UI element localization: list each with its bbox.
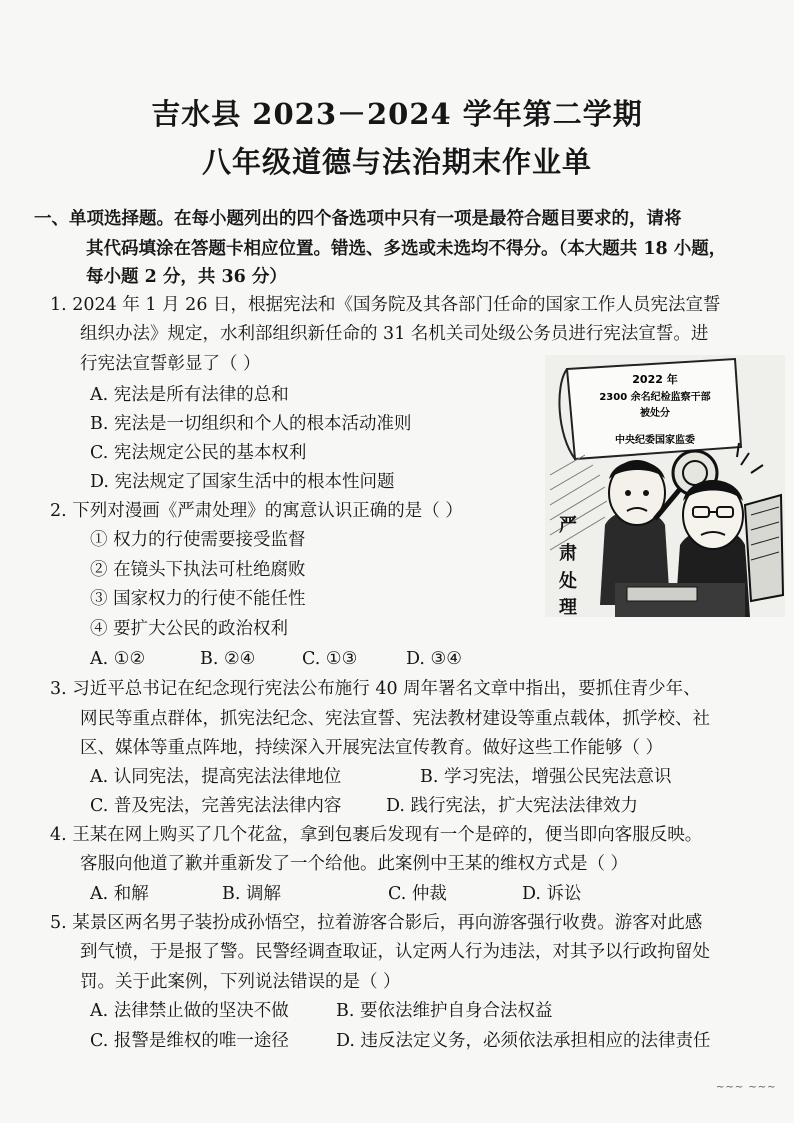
q3-option-a: A. 认同宪法，提高宪法法律地位 (90, 767, 342, 787)
q2-option-a: A. ①② (90, 649, 146, 669)
q5-option-b: B. 要依法维护自身合法权益 (336, 1001, 553, 1021)
q2-item-2: ② 在镜头下执法可杜绝腐败 (90, 560, 306, 580)
q1-stem-line-3: 行宪法宣誓彰显了（ ） (80, 354, 261, 374)
banner-text-2: 被处分 (640, 408, 670, 419)
svg-text:肃: 肃 (559, 543, 577, 564)
q3-option-d: D. 践行宪法，扩大宪法法律效力 (386, 796, 639, 816)
q4-option-c: C. 仲裁 (388, 884, 447, 904)
q5-stem-line-2: 到气愤，于是报了警。民警经调查取证，认定两人行为违法，对其予以行政拘留处 (80, 942, 710, 962)
q3-option-b: B. 学习宪法，增强公民宪法意识 (420, 767, 672, 787)
q2-item-1: ① 权力的行使需要接受监督 (90, 530, 306, 550)
banner-text-1: 2300 余名纪检监察干部 (599, 392, 711, 403)
q2-item-3: ③ 国家权力的行使不能任性 (90, 589, 306, 609)
svg-text:严: 严 (559, 515, 577, 536)
q5-stem-line-1: 5. 某景区两名男子装扮成孙悟空，拉着游客合影后，再向游客强行收费。游客对此感 (50, 913, 703, 933)
section-instructions-line-3: 每小题 2 分，共 36 分） (86, 267, 287, 287)
page-title: 吉水县 2023－2024 学年第二学期 (151, 97, 643, 131)
svg-text:处: 处 (559, 571, 577, 592)
q4-option-a: A. 和解 (90, 884, 149, 904)
banner-year: 2022 年 (632, 373, 678, 386)
q1-option-d: D. 宪法规定了国家生活中的根本性问题 (90, 472, 395, 492)
q2-option-d: D. ③④ (406, 649, 462, 669)
q5-option-c: C. 报警是维权的唯一途径 (90, 1031, 289, 1051)
q4-option-d: D. 诉讼 (522, 884, 582, 904)
q3-stem-line-1: 3. 习近平总书记在纪念现行宪法公布施行 40 周年署名文章中指出，要抓住青少年、 (50, 679, 701, 699)
q2-option-b: B. ②④ (200, 649, 256, 669)
q5-stem-line-3: 罚。关于此案例，下列说法错误的是（ ） (80, 972, 401, 992)
q1-option-c: C. 宪法规定公民的基本权利 (90, 443, 307, 463)
nameplate (627, 587, 697, 601)
banner-agency: 中央纪委国家监委 (615, 435, 695, 446)
q4-stem-line-1: 4. 王某在网上购买了几个花盆，拿到包裹后发现有一个是碎的，便当即向客服反映。 (50, 825, 703, 845)
page-subtitle: 八年级道德与法治期末作业单 (201, 145, 592, 179)
q5-option-a: A. 法律禁止做的坚决不做 (90, 1001, 289, 1021)
q3-stem-line-3: 区、媒体等重点阵地，持续深入开展宪法宣传教育。做好这些工作能够（ ） (80, 738, 664, 758)
section-instructions-line-2: 其代码填涂在答题卡相应位置。错选、多选或未选均不得分。（本大题共 18 小题， (86, 239, 727, 259)
q1-stem-line-2: 组织办法》规定，水利部组织新任命的 31 名机关司处级公务员进行宪法宣誓。进 (80, 324, 709, 344)
q5-option-d: D. 违反法定义务，必须依法承担相应的法律责任 (336, 1031, 711, 1051)
q3-stem-line-2: 网民等重点群体，抓宪法纪念、宪法宣誓、宪法教材建设等重点载体，抓学校、社 (80, 709, 710, 729)
section-instructions-line-1: 一、单项选择题。在每小题列出的四个备选项中只有一项是最符合题目要求的，请将 (34, 209, 682, 229)
q3-option-c: C. 普及宪法，完善宪法法律内容 (90, 796, 342, 816)
q1-option-a: A. 宪法是所有法律的总和 (90, 385, 289, 405)
q2-stem: 2. 下列对漫画《严肃处理》的寓意认识正确的是（ ） (50, 501, 463, 521)
q1-stem-line-1: 1. 2024 年 1 月 26 日，根据宪法和《国务院及其各部门任命的国家工作人员宪法宣誓 (50, 295, 721, 315)
cartoon-illustration (545, 355, 785, 617)
q2-item-4: ④ 要扩大公民的政治权利 (90, 619, 289, 639)
q4-option-b: B. 调解 (222, 884, 281, 904)
q1-option-b: B. 宪法是一切组织和个人的根本活动准则 (90, 414, 412, 434)
q4-stem-line-2: 客服向他道了歉并重新发了一个给他。此案例中王某的维权方式是（ ） (80, 854, 629, 874)
svg-text:理: 理 (559, 597, 577, 617)
page-footer-mark: ~~~ ~~~ (716, 1082, 777, 1093)
q2-option-c: C. ①③ (302, 649, 358, 669)
